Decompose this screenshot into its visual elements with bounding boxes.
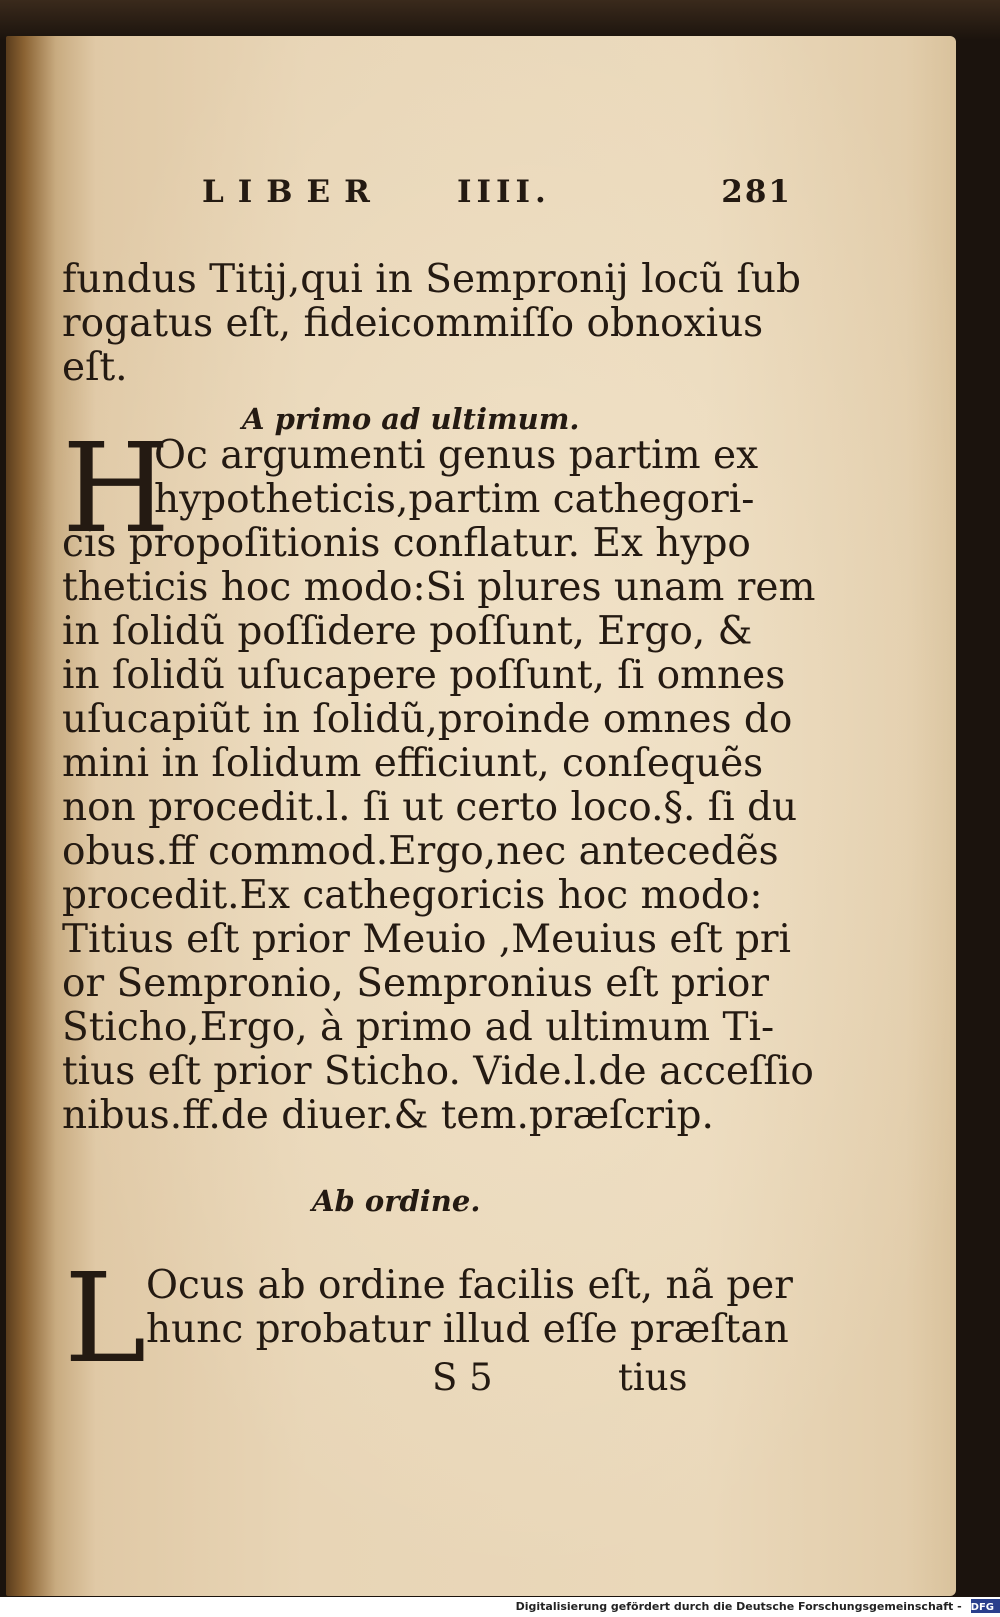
text-line: in ſolidũ poſſidere poſſunt, Ergo, & [62,609,753,654]
running-head-book: IIII. [457,174,551,210]
text-line: or Sempronio, Sempronius eſt prior [62,961,770,1006]
drop-capital: L [64,1247,147,1391]
running-head [202,174,792,214]
text-line: eſt. [62,345,128,390]
book-page [6,36,956,1596]
text-line: obus.ff commod.Ergo,nec antecedẽs [62,829,779,874]
text-line: fundus Titij,qui in Sempronij locũ ſub [62,257,802,302]
footer-text: Digitalisierung gefördert durch die Deutsche Forschungsgemeinschaft - [515,1600,962,1613]
book-edge [0,0,1000,40]
text-line: uſucapiũt in ſolidũ,proinde omnes do [62,697,793,742]
text-line: mini in ſolidum efficiunt, conſequẽs [62,741,764,786]
signature-mark: S 5 [432,1356,493,1399]
section-heading: A primo ad ultimum. [242,402,580,436]
text-line: tius eſt prior Sticho. Vide.l.de acceſſio [62,1049,814,1094]
text-line: Oc argumenti genus partim ex [154,433,759,478]
text-line: Titius eſt prior Meuio ,Meuius eſt pri [62,917,792,962]
page-number: 281 [721,174,792,210]
drop-capital: H [62,417,171,561]
text-line: Sticho,Ergo, à primo ad ultimum Ti- [62,1005,775,1050]
text-line: in ſolidũ uſucapere poſſunt, ſi omnes [62,653,786,698]
running-head-title: LIBER [202,174,384,210]
text-line: nibus.ff.de diuer.& tem.præſcrip. [62,1093,714,1138]
text-line: cis propoſitionis conflatur. Ex hypo [62,521,751,566]
section-heading: Ab ordine. [312,1184,481,1218]
text-line: hunc probatur illud eſſe præſtan [146,1307,789,1352]
text-line: theticis hoc modo:Si plures unam rem [62,565,816,610]
text-line: hypotheticis,partim cathegori- [154,477,755,522]
text-line: rogatus eſt, fideicommiſſo obnoxius [62,301,764,346]
text-block [62,36,816,1596]
text-line: non procedit.l. ſi ut certo loco.§. ſi du [62,785,798,830]
catchword: tius [618,1356,688,1399]
text-line: Ocus ab ordine facilis eſt, nã per [146,1263,793,1308]
dfg-logo: DFG [971,1599,1000,1613]
footer-bar [0,1597,1000,1617]
text-line: procedit.Ex cathegoricis hoc modo: [62,873,763,918]
